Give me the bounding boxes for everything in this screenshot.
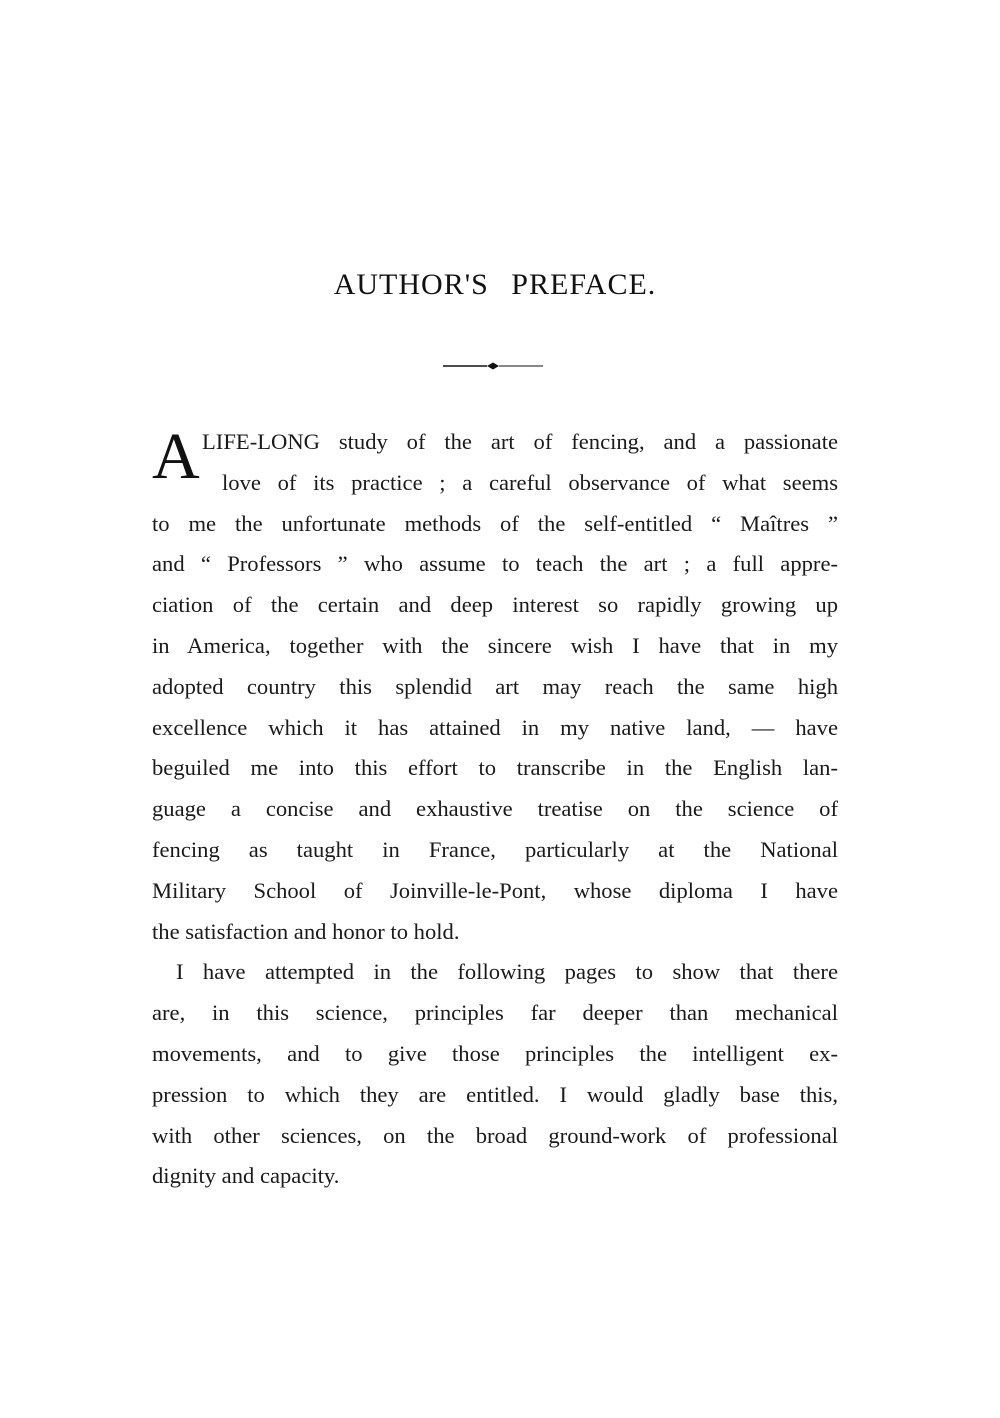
- text-line: I have attempted in the following pages to show that there: [176, 959, 838, 985]
- text-line: beguiled me into this effort to transcribe in the English lan-: [152, 755, 838, 781]
- page-title: AUTHOR'S PREFACE.: [333, 268, 657, 301]
- text-line: to me the unfortunate methods of the self-entitled “ Maîtres ”: [152, 510, 838, 536]
- text-line: in America, together with the sincere wish I have that in my: [152, 632, 838, 658]
- text-line: pression to which they are entitled. I would gladly base this,: [152, 1081, 838, 1107]
- text-line: LIFE-LONG study of the art of fencing, and a passionate: [202, 429, 838, 454]
- text-line: guage a concise and exhaustive treatise on the science of: [152, 796, 838, 822]
- text-line: and “ Professors ” who assume to teach the art ; a full appre-: [152, 551, 838, 577]
- text-line: adopted country this splendid art may reach the same high: [152, 673, 838, 699]
- drop-cap: A: [152, 420, 200, 493]
- text-line: fencing as taught in France, particularly at the National: [152, 836, 838, 862]
- text-line: the satisfaction and honor to hold.: [152, 918, 460, 944]
- text-line: love of its practice ; a careful observance of what seems: [222, 469, 838, 495]
- text-line: are, in this science, principles far deeper than mechanical: [152, 1000, 838, 1026]
- text-line: ciation of the certain and deep interest so rapidly growing up: [152, 592, 838, 618]
- preface-body: [152, 422, 838, 1197]
- text-line: excellence which it has attained in my native land, — have: [152, 714, 838, 740]
- text-line: dignity and capacity.: [152, 1163, 340, 1189]
- text-line: with other sciences, on the broad ground-work of professional: [152, 1122, 838, 1148]
- text-line: movements, and to give those principles the intelligent ex-: [152, 1040, 838, 1066]
- text-line: Military School of Joinville-le-Pont, whose diploma I have: [152, 877, 838, 903]
- ornament-divider: [441, 360, 545, 372]
